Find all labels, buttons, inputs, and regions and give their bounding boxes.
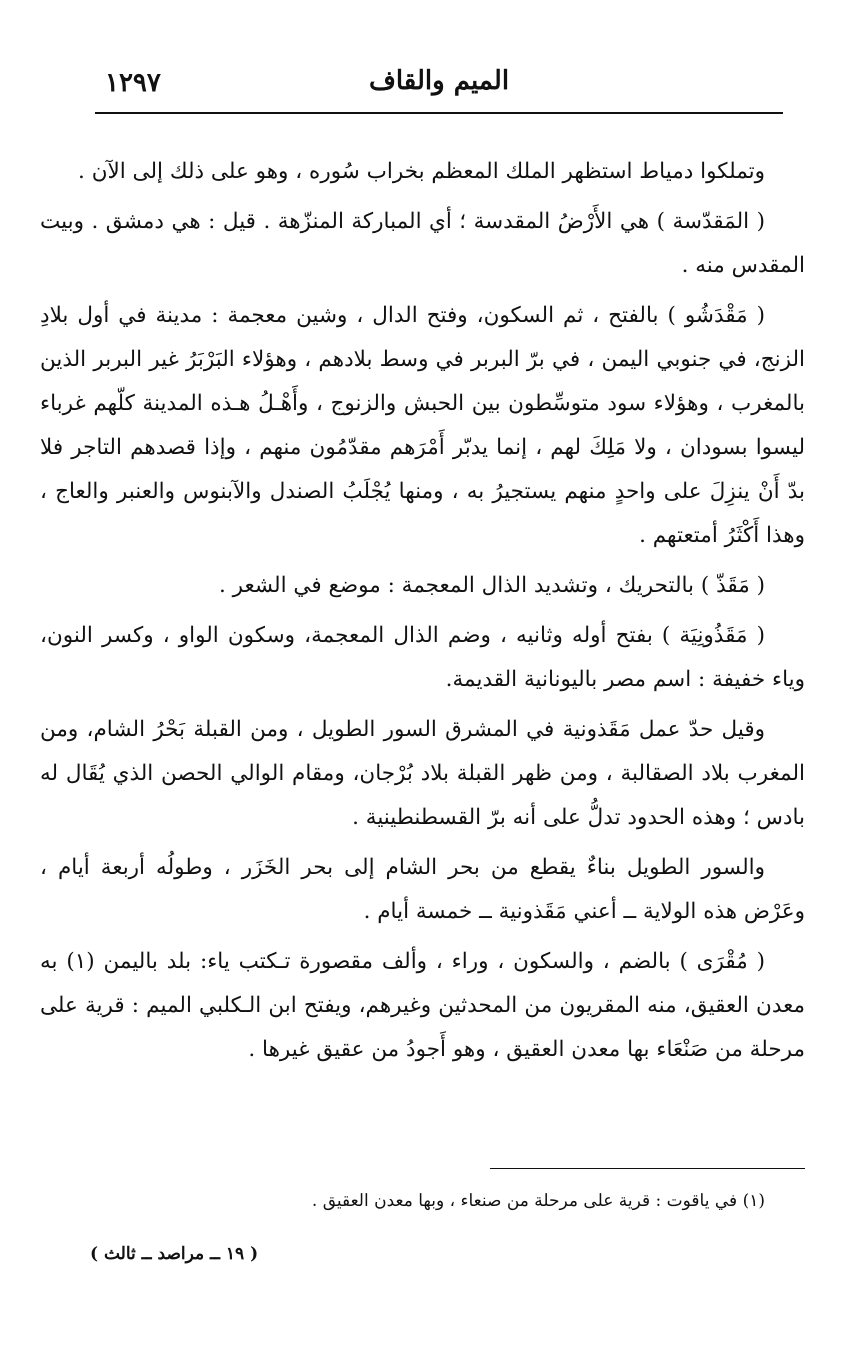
- paragraph: ( مُقْرَى ) بالضم ، والسكون ، وراء ، وألف مقصورة تـكتب ياء: بلد باليمن (١) به معدن العقيق، منه المقريون من المحدثين وغيرهم، ويفتح ابن الـكلبي الميم : قرية على مرحلة من صَنْعَاء بها معدن العقيق ، وهو أَجودُ من عقيق غيرها .: [40, 949, 805, 1062]
- paragraph: وقيل حدّ عمل مَقَذونية في المشرق السور الطويل ، ومن القبلة بَحْرُ الشام، ومن المغرب بلاد الصقالبة ، ومن ظهر القبلة بلاد بُرْجان، ومقام الوالي الحصن الذي يُقَال له بادس ؛ وهذه الحدود تدلُّ على أنه برّ القسطنطينية .: [40, 717, 805, 830]
- page-number: ١٢٩٧: [105, 68, 161, 98]
- paragraph: والسور الطويل بناءٌ يقطع من بحر الشام إلى بحر الخَزَر ، وطولُه أربعة أيام ، وعَرْض هذه الولاية ــ أعني مَقَذونية ــ خمسة أيام .: [40, 855, 805, 924]
- page-header: [95, 62, 783, 112]
- footnote-rule: [490, 1168, 805, 1169]
- paragraph: وتملكوا دمياط استظهر الملك المعظم بخراب سُوره ، وهو على ذلك إلى الآن .: [78, 159, 765, 184]
- paragraph: ( المَقدّسة ) هي الأَرْضُ المقدسة ؛ أي المباركة المنزّهة . قيل : هي دمشق . وبيت المقدس منه .: [40, 209, 805, 278]
- paragraph: ( مَقْدَشُو ) بالفتح ، ثم السكون، وفتح الدال ، وشين معجمة : مدينة في أول بلادِ الزنج، في جنوبي اليمن ، في برّ البربر في وسط بلادهم ، وهؤلاء البَرْبَرُ غير البربر الذين بالمغرب ، وهؤلاء سود متوسِّطون بين الحبش والزنوج ، وأَهْـلُ هـذه المدينة كلّهم غرباء ليسوا بسودان ، ولا مَلِكَ لهم ، إنما يدبّر أَمْرَهم مقدّمُون منهم ، وإذا قصدهم التاجر فلا بدّ أَنْ ينزِلَ على واحدٍ منهم يستجيرُ به ، ومنها يُجْلَبُ الصندل والآبنوس والعنبر والعاج ، وهذا أَكْثَرُ أمتعتهم .: [40, 303, 805, 548]
- header-rule: [95, 112, 783, 114]
- footnote: (١) في ياقوت : قرية على مرحلة من صنعاء ، وبها معدن العقيق .: [311, 1191, 765, 1211]
- paragraph: ( مَقَذّ ) بالتحريك ، وتشديد الذال المعجمة : موضع في الشعر .: [218, 573, 765, 598]
- paragraph: ( مَقَذُونِيَة ) بفتح أوله وثانيه ، وضم الذال المعجمة، وسكون الواو ، وكسر النون، وياء خفيفة : اسم مصر باليونانية القديمة.: [40, 623, 805, 692]
- running-title: الميم والقاف: [368, 66, 510, 96]
- printer-signature: ( ١٩ ــ مراصد ــ ثالث ): [90, 1244, 259, 1264]
- main-text: [40, 150, 805, 1072]
